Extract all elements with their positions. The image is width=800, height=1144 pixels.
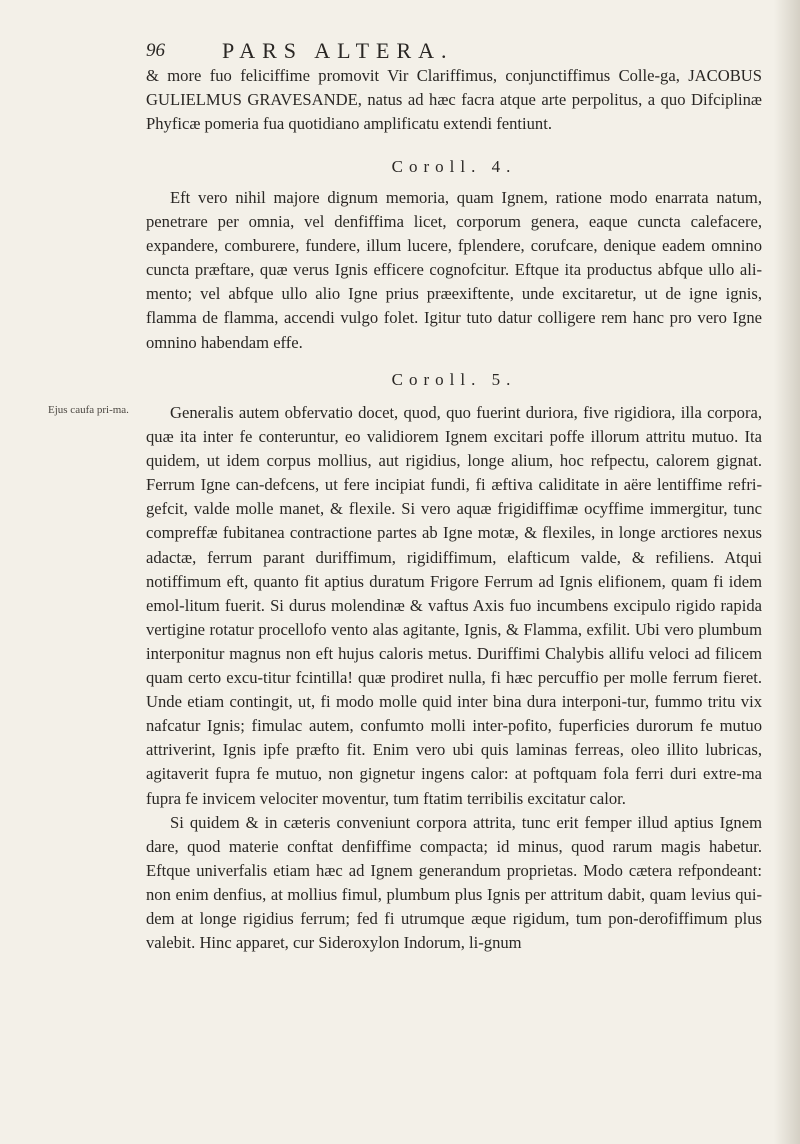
page-number: 96 [146,40,165,61]
page-edge-shadow [774,0,800,1144]
paragraph: Eft vero nihil majore dignum memoria, quam Ignem, ratione modo enarrata natum, penetrare per omnia, vel denfiffima licet, corporum genera, eaque cuncta calefacere, expandere, comburere, fundere, illum lucere, fplendere, corufcare, denique eadem omnino cuncta præftare, quæ verus Ignis efficere cognofcitur. Eftque ita productus abfque ullo ali-mento; vel abfque ullo alio Igne prius præexiftente, unde excitaretur, ut de igne ignis, flamma de flamma, accendi vulgo folet. Igitur tuto datur colligere rem hanc pro vero Igne omnino habendam effe. [146,188,762,352]
corollary-4-text-block [146,186,762,355]
paragraph: & more fuo feliciffime promovit Vir Clariffimus, conjunctiffimus Colle-ga, JACOBUS GULIELMUS GRAVESANDE, natus ad hæc facra atque arte perpolitus, a quo Difciplinæ Phyficæ pomeria fua quotidiano amplificatu extendi fentiunt. [146,66,762,134]
paragraph: Si quidem & in cæteris conveniunt corpora attrita, tunc erit femper illud aptius Ignem dare, quod materie conftat denfiffime compacta; id minus, quod rarum magis habetur. Eftque univerfalis etiam hæc ad Ignem generandum proprietas. Modo cætera refpondeant: non enim denfius, at mollius fimul, plumbum plus Ignis per attritum dabit, quam levius qui-dem at longe rigidius ferrum; fed fi utrumque æque rigidum, tum pon-derofiffimum plus valebit. Hinc apparet, cur Sideroxylon Indorum, li-gnum [146,812,762,953]
opening-paragraph-block [146,64,762,136]
margin-note: Ejus caufa pri-ma. [48,404,129,416]
running-head: PARS ALTERA. [222,38,454,63]
corollary-4-heading: Coroll. 4. [391,157,517,176]
paragraph: Generalis autem obfervatio docet, quod, quo fuerint duriora, five rigidiora, illa corpora, quæ ita inter fe conteruntur, eo validiorem Ignem excitari poffe illorum attritu mutuo. Ita quidem, ut idem corpus mollius, aut rigidius, longe alium, hoc refpectu, calorem gignat. Ferrum Igne can-defcens, ut fere incipiat fundi, fi æftiva caliditate in aëre lentiffime refri-gefcit, valde molle manet, & flexile. Si vero aquæ frigidiffimæ ocyffime immergitur, tunc compreffæ fubitanea contractione partes ab Igne motæ, & flexiles, in longe arctiores nexus adactæ, ferrum parant duriffimum, rigidiffimum, elafticum valde, & refiliens. Atqui notiffimum eft, quanto fit aptius duratum Frigore Ferrum ad Ignis elifionem, quam fi idem emol-litum fuerit. Si durus molendinæ & vaftus Axis fuo incumbens excipulo rigido rapida vertigine rotatur procellofo vento alas agitante, Ignis, & Flamma, exfilit. Ubi vero plumbum interponitur magnus non eft hujus caloris metus. Duriffimi Chalybis allifu veloci ad filicem quam certo excu-titur fcintilla! quæ prodiret nulla, fi hæc percuffio per molle ferrum fieret. Unde etiam contingit, ut, fi modo molle quid inter bina dura interponi-tur, fummo tritu vix nafcatur Ignis; fimulac autem, confumto molli inter-pofito, fuperficies durorum fe mutuo attriverint, Ignis ipfe præfto fit. Enim vero ubi quis laminas ferreas, oleo illito lubricas, agitaverit fupra fe mutuo, non gignetur ingens calor: at poftquam fola ferri duri extre-ma fupra fe invicem velociter moventur, tum ftatim terribilis excitatur calor. [146,403,762,808]
corollary-5-text-block [146,401,762,955]
corollary-5-heading: Coroll. 5. [391,370,517,389]
